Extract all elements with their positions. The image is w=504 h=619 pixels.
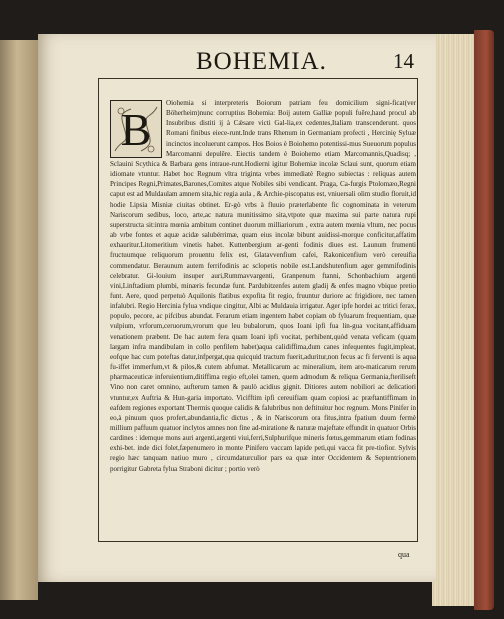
initial-letter: B — [120, 104, 152, 155]
page-title: BOHEMIA. — [196, 48, 327, 75]
body-text — [110, 98, 416, 538]
page-header — [98, 44, 418, 79]
decorated-initial — [110, 100, 162, 158]
page-number: 14 — [393, 49, 414, 73]
book-page — [38, 34, 436, 582]
catchword: qua — [398, 550, 410, 559]
body-text-content: Oiohemia si interpreteris Boiorum patriam feu domicilium signi-ficat(ver Böherheim)nunc corruptius Bohemia: Boij autem Galliæ populi fuêre,haud procul ab Insubribus distiti ij à Cǽsare victi Gal-lia,ex cedentes,Italiam transcenderunt. quos Romani finibus eiece-runt.Inde trans Rhenum in Germaniam profecti , Hercinię Syluæ incinctos incoluerunt campos. Hos Boios è Boiohemo potentissi-mus Sueuorum populus Marcomanni depulêre. Eiectis tandem è Boiohemo etiam Marcomannis,Quadisq; , Sclauini Scythica & Barbara gens intraue-runt.Hodierni igitur Bohemiæ incolæ Sclaui sunt, quorum etiam idiomate vtuntur. Habet hoc Regnum vltra triginta vrbes immediatè Regno subiectas : reliquas autem Principes Regni,Primates,Barones,Comites atque Nobiles sibi vendicant. Praga, Ca-furgis Ptolomæo,Regni caput est ad Muldaulam amnem sita,hic regia aula , & Archie-piscopatus est, vniuersali olim studio floruit,id hodie Lipsia Misniæ ciuitas obtinet. Er-gò vrbs à fluuio præterlabente fic cognominata in veterum Nariscorum sedibus, loco, arte,ac natura munitissimo sita,vtpote quæ maxima sui parte natura rupi superstructa sit:intra mœnia ambitum continet duorum milliariorum , extra autem mœnia vltum, nec pocus ab vrbe fontes et aquæ acidæ salubérrimæ, quam eius incolæ bibunt auidissi-morque conficitur,affatim exhauritur.Litomeritium vinetis habet. Kuttenbergium ar-genti fodinis diues est. Launum frumenti fructuumque reliquorum prouentu felix est, Glatavvenfium cafei, Rakonicenfium verò cereuifia commendatur. Beraunum autem ferrifodinis ac sclopetis nobile est.Landshutenfium ager gemmifodinis celebratur. Gi-louium insuper auri,Rummavvargenti, Granpenum ftanni, Schonbachium argenti vini,Linftadium plumbi, minæris fecundæ funt. Pardubitzenfes autem gladij & enfes magno vbique pretio funt. Aere, quod perpetuò Aquilonis flatibus expofita fit regio, fruuntur duriore ac frigidiore, nec tamen infalubri. Regio Hercinia fylua vndique cingitur, Albi ac Muldauia irrigatur. Ager ipfe hordei ac tritici ferax, populo, pecore, ac pifcibus abundat. Ferarum etiam ingentem habet copiam ob fyluarum frequentiam, quæ vulpium, vrforum,ceruorum,vrorum que leu bubalorum, quos Ioani ipfi fua lin-gua vocitant,affiduam venationem præbent. De hac autem fera quam Ioani ipfi vocitat, perhibent,quòd venata veficam (quam largam infra mandibulam in collo penfilem habet)aqua calidiffima,dum canes infequentes fugit,impleat, eofque hac cum poteftas datur,infpergat,qua quicquid tractum fuerit,aduritur,non fecus ac fi ferventi is aqua fu-iffet immerfum,vt & pilos,& cutem abfumat. Metallicarum ac mineralium, item aro-maticarum rerum pharmaceuticæ inferuientium,ditiffima regio eft,olei tamen, quem admodum & reliqua Germania,fteriliseft Vino non caret omnino, aufterum tamen & paulò acidius gignit. Ditiores autem nobiliori ac delicatiori vtuntur,ex Auftria & Hun-garia importato. Vicifftim ipfi cereuifiam quam copiosi ac præftantiffimam in eafdem regiones exportant Thermis quoque calidis & falubribus non deftituitur hoc regnum. Mons Pinifer in eo,à pinuum quos profert,abundantia,fic dictus , & in Nariscorum ora fitus,intra fpatium duum fermè millium paffuum quatuor inclytos amnes non fine ad-miratione & naturæ majeftate effundit in quatuor Orbis cardines : idemque mons auri argenti,argenti viui,ferri,Sulphurifque mineris fœtus,gemmarum etiam fodinas exhi-bet. inde dici folet,fæpenumero in monte Pinifero vaccam lapide peti,qui vacca fit pre-tiofior. Sylvis regio hæc tanquam natiuo muro , circumdaturculior pars ea quæ inter Occidentem & Septentrionem porrigitur Gabreta fylua Straboni dicitur ; portio verò — [110, 99, 416, 473]
left-book-edge — [0, 40, 38, 600]
page-stack-edge — [432, 34, 476, 606]
book-cover-edge — [474, 30, 494, 610]
